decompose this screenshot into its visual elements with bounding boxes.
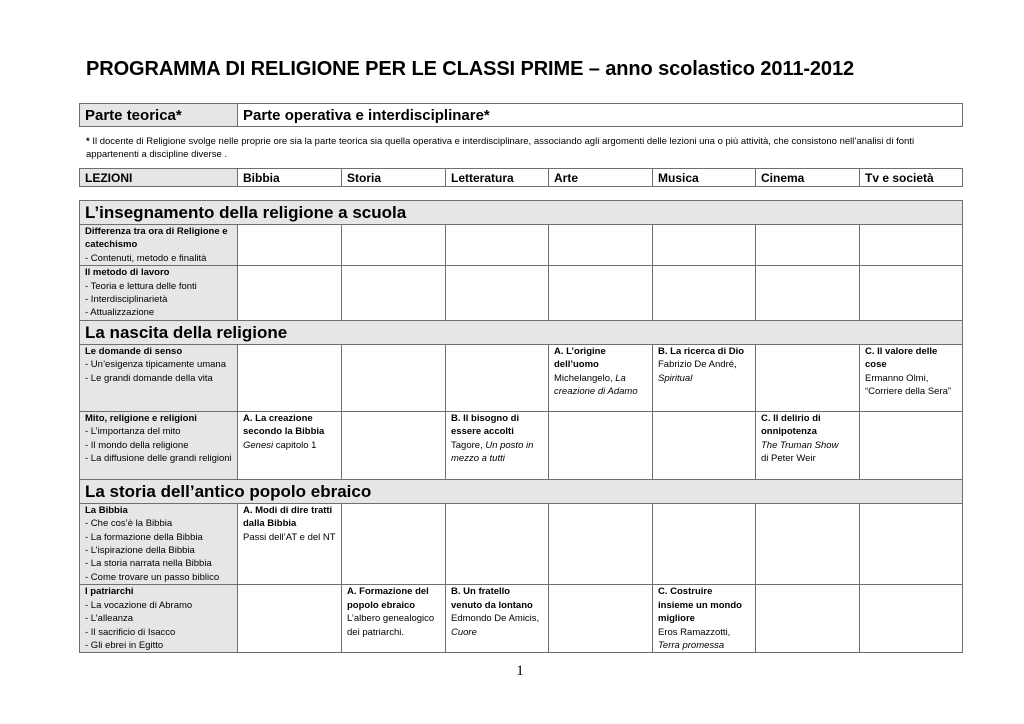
activity-source: Tagore, — [451, 439, 486, 451]
lesson-cell — [80, 411, 238, 479]
empty-cell — [342, 266, 446, 321]
parts-header-table — [79, 103, 963, 127]
column-header-tv: Tv e società — [860, 169, 963, 187]
activity-work-title: Genesi — [243, 439, 274, 451]
activity-heading: B. Il bisogno di essere accolti — [451, 412, 520, 438]
activity-cell — [653, 585, 756, 653]
activity-source: Ermanno Olmi, “Corriere della Sera” — [865, 372, 952, 398]
operative-part-header: Parte operativa e interdisciplinare* — [238, 104, 963, 127]
lesson-cell — [80, 503, 238, 584]
activity-cell — [860, 344, 963, 411]
lesson-heading: Differenza tra ora di Religione e catechismo — [85, 226, 228, 251]
empty-cell — [756, 266, 860, 321]
activity-source: L’albero genealogico dei patriarchi. — [347, 613, 435, 638]
activity-heading: C. Il valore delle cose — [865, 345, 938, 371]
activity-cell — [653, 344, 756, 411]
empty-cell — [860, 266, 963, 321]
empty-cell — [653, 225, 756, 266]
empty-cell — [446, 503, 549, 584]
activity-heading: A. Modi di dire tratti dalla Bibbia — [243, 504, 333, 530]
empty-cell — [342, 411, 446, 479]
lesson-heading: Il metodo di lavoro — [85, 267, 170, 279]
activity-source: Michelangelo, — [554, 372, 616, 384]
lesson-item: - Come trovare un passo biblico — [85, 571, 220, 583]
empty-cell — [549, 225, 653, 266]
lesson-item: - Che cos’è la Bibbia — [85, 518, 173, 530]
empty-cell — [549, 411, 653, 479]
activity-work-title: Spiritual — [658, 372, 693, 384]
empty-cell — [860, 225, 963, 266]
activity-heading: B. La ricerca di Dio — [658, 345, 745, 357]
lesson-item: - Attualizzazione — [85, 307, 155, 319]
column-header-letteratura: Letteratura — [446, 169, 549, 187]
empty-cell — [653, 503, 756, 584]
activity-heading: A. Formazione del popolo ebraico — [347, 586, 429, 611]
activity-source: capitolo 1 — [273, 439, 317, 451]
lesson-item: - La vocazione di Abramo — [85, 599, 193, 611]
lesson-cell — [80, 344, 238, 411]
lesson-item: - L’alleanza — [85, 613, 134, 625]
lesson-item: - Contenuti, metodo e finalità — [85, 252, 207, 264]
empty-cell — [756, 225, 860, 266]
empty-cell — [238, 225, 342, 266]
column-header-musica: Musica — [653, 169, 756, 187]
activity-source: Edmondo De Amicis, — [451, 613, 540, 625]
lesson-cell — [80, 225, 238, 266]
activity-heading: C. Costruire insieme un mondo migliore — [658, 586, 742, 625]
empty-cell — [446, 225, 549, 266]
activity-heading: C. Il delirio di onnipotenza — [761, 412, 821, 438]
empty-cell — [756, 585, 860, 653]
lesson-item: - Gli ebrei in Egitto — [85, 639, 164, 651]
column-header-arte: Arte — [549, 169, 653, 187]
theory-part-header: Parte teorica* — [80, 104, 238, 127]
activity-work-title: Un posto in mezzo a tutti — [451, 439, 534, 465]
empty-cell — [549, 266, 653, 321]
lesson-item: - Le grandi domande della vita — [85, 372, 213, 384]
lesson-cell — [80, 266, 238, 321]
columns-header-table — [79, 168, 963, 187]
lesson-item: - La storia narrata nella Bibbia — [85, 558, 212, 570]
activity-cell — [446, 411, 549, 479]
activity-work-title: The Truman Show — [761, 439, 839, 451]
empty-cell — [653, 266, 756, 321]
empty-cell — [653, 411, 756, 479]
section-title: L’insegnamento della religione a scuola — [80, 201, 963, 225]
activity-cell — [238, 411, 342, 479]
activity-heading: B. Un fratello venuto da lontano — [451, 586, 533, 611]
empty-cell — [860, 411, 963, 479]
lesson-item: - Interdisciplinarietà — [85, 294, 168, 306]
empty-cell — [549, 503, 653, 584]
empty-cell — [860, 503, 963, 584]
footnote-text: Il docente di Religione svolge nelle proprie ore sia la parte teorica sia quella operativa e interdisciplinare, associando agli argomenti delle lezioni una o più attività, che consistono nell’analisi di fonti appartenenti a discipline diverse . — [86, 136, 915, 160]
empty-cell — [342, 225, 446, 266]
empty-cell — [756, 503, 860, 584]
activity-cell — [446, 585, 549, 653]
page-number: 1 — [516, 663, 524, 679]
empty-cell — [238, 266, 342, 321]
lesson-item: - Un’esigenza tipicamente umana — [85, 359, 226, 371]
activity-work-title: Terra promessa — [658, 639, 725, 651]
activity-source: Eros Ramazzotti, — [658, 626, 731, 638]
lesson-heading: Mito, religione e religioni — [85, 412, 197, 424]
lesson-cell — [80, 585, 238, 653]
column-header-lezioni: LEZIONI — [80, 169, 238, 187]
column-header-cinema: Cinema — [756, 169, 860, 187]
empty-cell — [342, 503, 446, 584]
empty-cell — [549, 585, 653, 653]
page-title: PROGRAMMA DI RELIGIONE PER LE CLASSI PRIME – anno scolastico 2011-2012 — [86, 58, 855, 80]
activity-cell — [756, 411, 860, 479]
lesson-item: - Il sacrificio di Isacco — [85, 626, 176, 638]
lesson-item: - L’ispirazione della Bibbia — [85, 545, 195, 557]
program-table — [79, 200, 963, 653]
column-header-bibbia: Bibbia — [238, 169, 342, 187]
lesson-item: - La diffusione delle grandi religioni — [85, 453, 232, 465]
footnote-marker: * — [86, 136, 90, 147]
lesson-item: - Teoria e lettura delle fonti — [85, 280, 197, 292]
empty-cell — [238, 585, 342, 653]
activity-source: Fabrizio De André, — [658, 359, 737, 371]
activity-source: di Peter Weir — [761, 453, 816, 465]
column-header-storia: Storia — [342, 169, 446, 187]
activity-cell — [342, 585, 446, 653]
lesson-item: - L’importanza del mito — [85, 426, 181, 438]
activity-work-title: La creazione di Adamo — [554, 372, 638, 398]
section-title: La nascita della religione — [80, 320, 963, 344]
footnote — [86, 135, 958, 161]
empty-cell — [860, 585, 963, 653]
lesson-heading: La Bibbia — [85, 504, 128, 516]
activity-work-title: Cuore — [451, 626, 477, 638]
activity-cell — [238, 503, 342, 584]
lesson-heading: Le domande di senso — [85, 345, 183, 357]
lesson-item: - La formazione della Bibbia — [85, 531, 203, 543]
empty-cell — [342, 344, 446, 411]
activity-heading: A. La creazione secondo la Bibbia — [243, 412, 325, 438]
empty-cell — [446, 344, 549, 411]
activity-cell — [549, 344, 653, 411]
empty-cell — [238, 344, 342, 411]
empty-cell — [756, 344, 860, 411]
activity-source: Passi dell’AT e del NT — [243, 531, 336, 543]
empty-cell — [446, 266, 549, 321]
lesson-item: - Il mondo della religione — [85, 439, 189, 451]
lesson-heading: I patriarchi — [85, 586, 134, 598]
activity-heading: A. L’origine dell’uomo — [554, 345, 606, 371]
section-title: La storia dell’antico popolo ebraico — [80, 479, 963, 503]
